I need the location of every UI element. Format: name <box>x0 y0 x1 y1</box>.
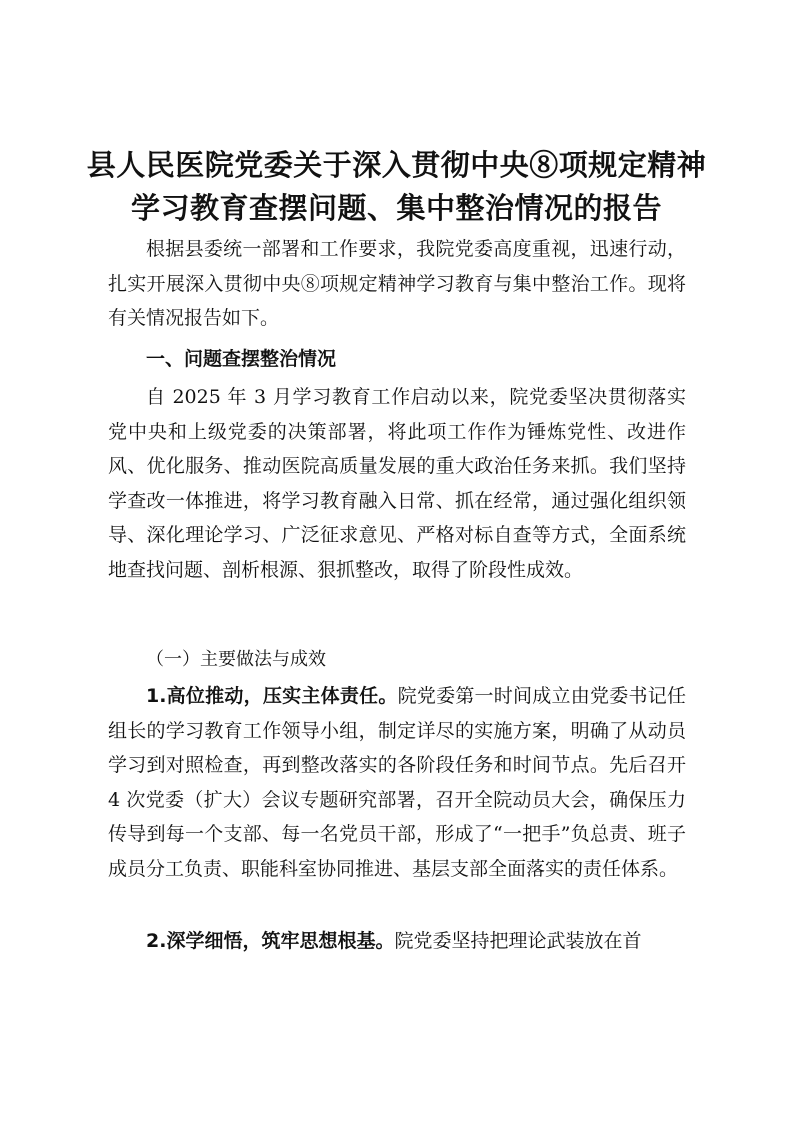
item-1-text: 院党委第一时间成立由党委书记任组长的学习教育工作领导小组，制定详尽的实施方案，明确了从动员学习到对照检查，再到整改落实的各阶段任务和时间节点。先后召开 4 次党委（扩大）会议专题研究部署，召开全院动员大会，确保压力传导到每一个支部、每一名党员干部，形成了“一把手”负总责、班子成员分工负责、职能科室协同推进、基层支部全面落实的责任体系。 <box>108 685 686 880</box>
section-heading: 一、问题查摆整治情况 <box>146 348 337 370</box>
item-paragraph-1 <box>108 679 686 886</box>
document-title: 县人民医院党委关于深入贯彻中央⑧项规定精神学习教育查摆问题、集中整治情况的报告 <box>86 148 707 225</box>
item-2-lead: 2.深学细悟，筑牢思想根基。 <box>146 930 395 952</box>
item-1-lead: 1.高位推动，压实主体责任。 <box>146 685 398 707</box>
section-paragraph: 自 2025 年 3 月学习教育工作启动以来，院党委坚决贯彻落实党中央和上级党委的决策部署，将此项工作作为锤炼党性、改进作风、优化服务、推动医院高质量发展的重大政治任务来抓。我们坚持学查改一体推进，将学习教育融入日常、抓在经常，通过强化组织领导、深化理论学习、广泛征求意见、严格对标自查等方式，全面系统地查找问题、剖析根源、狠抓整改，取得了阶段性成效。 <box>108 386 686 581</box>
item-paragraph-2 <box>108 924 686 959</box>
intro-paragraph: 根据县委统一部署和工作要求，我院党委高度重视，迅速行动，扎实开展深入贯彻中央⑧项规定精神学习教育与集中整治工作。现将有关情况报告如下。 <box>108 238 686 329</box>
subsection-heading: （一）主要做法与成效 <box>146 649 326 670</box>
item-2-text: 院党委坚持把理论武装放在首 <box>394 930 642 952</box>
